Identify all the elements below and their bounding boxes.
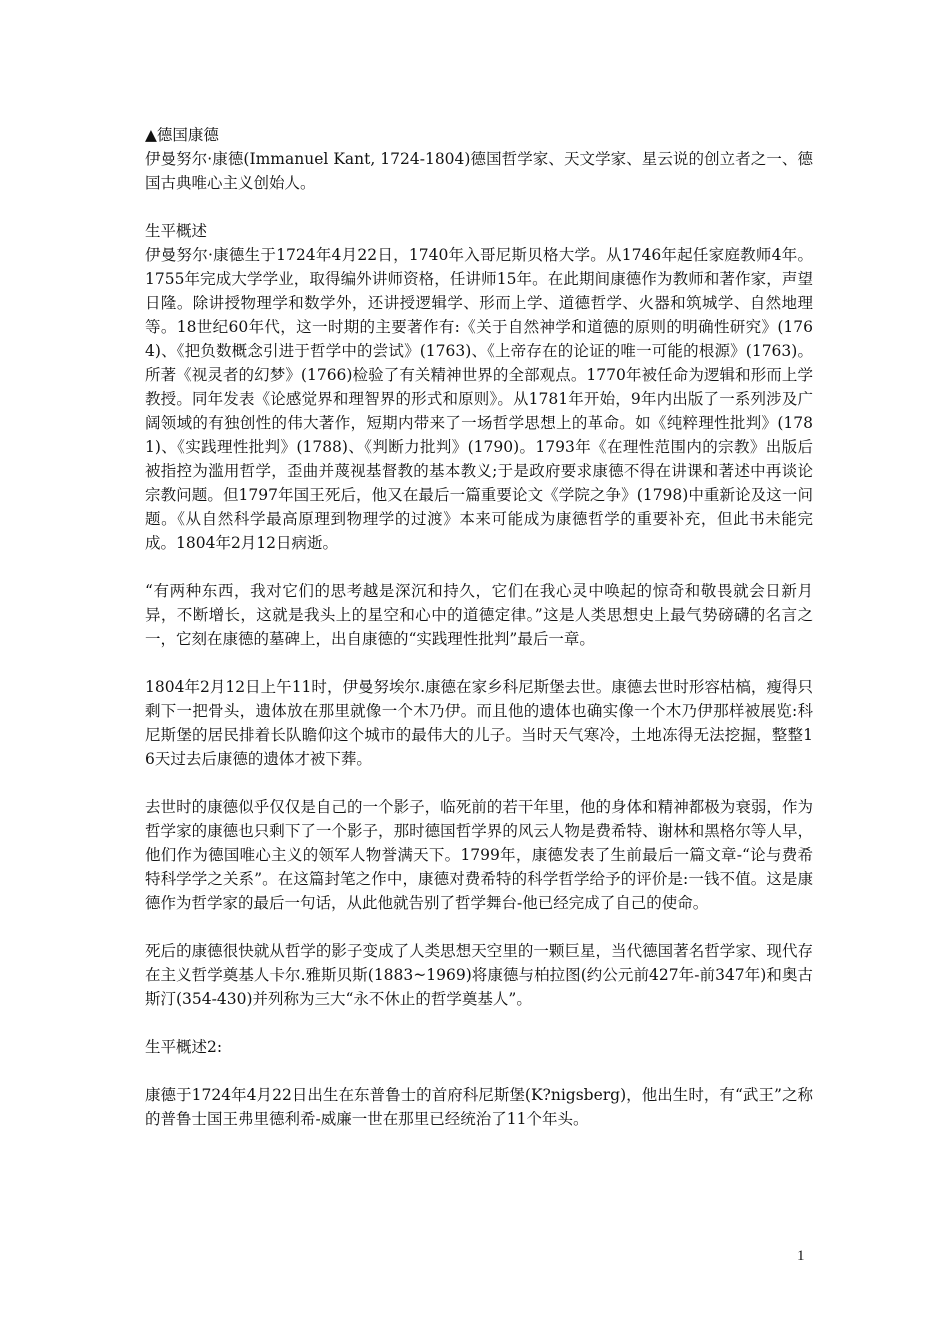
paragraph-spacer <box>145 1011 813 1035</box>
paragraph-spacer <box>145 1059 813 1083</box>
paragraph-spacer <box>145 195 813 219</box>
section-heading-biography-2: 生平概述2: <box>145 1038 223 1056</box>
paragraph-spacer <box>145 915 813 939</box>
legacy-paragraph: 死后的康德很快就从哲学的影子变成了人类思想天空里的一颗巨星，当代德国著名哲学家、现代存在主义哲学奠基人卡尔.雅斯贝斯(1883~1969)将康德与柏拉图(约公元前427年-前347年)和奥古斯汀(354-430)并列称为三大“永不休止的哲学奠基人”。 <box>145 942 813 1008</box>
paragraph-spacer <box>145 555 813 579</box>
late-years-paragraph: 去世时的康德似乎仅仅是自己的一个影子，临死前的若干年里，他的身体和精神都极为衰弱，作为哲学家的康德也只剩下了一个影子，那时德国哲学界的风云人物是费希特、谢林和黑格尔等人早，他们作为德国唯心主义的领军人物誉满天下。1799年，康德发表了生前最后一篇文章-“论与费希特科学学之关系”。在这篇封笔之作中，康德对费希特的科学哲学给予的评价是:一钱不值。这是康德作为哲学家的最后一句话，从此他就告别了哲学舞台-他已经完成了自己的使命。 <box>145 798 813 912</box>
section-heading-biography: 生平概述 <box>145 222 208 240</box>
paragraph-spacer <box>145 651 813 675</box>
death-paragraph: 1804年2月12日上午11时，伊曼努埃尔.康德在家乡科尼斯堡去世。康德去世时形容枯槁，瘦得只剩下一把骨头，遗体放在那里就像一个木乃伊。而且他的遗体也确实像一个木乃伊那样被展览:科尼斯堡的居民排着长队瞻仰这个城市的最伟大的儿子。当时天气寒冷，土地冻得无法挖掘，整整16天过去后康德的遗体才被下葬。 <box>145 678 813 768</box>
paragraph-spacer <box>145 771 813 795</box>
birth-paragraph: 康德于1724年4月22日出生在东普鲁士的首府科尼斯堡(K?nigsberg)，他出生时，有“武王”之称的普鲁士国王弗里德利希-威廉一世在那里已经统治了11个年头。 <box>145 1086 813 1128</box>
intro-paragraph: 伊曼努尔·康德(Immanuel Kant, 1724-1804)德国哲学家、天文学家、星云说的创立者之一、德国古典唯心主义创始人。 <box>145 150 813 192</box>
quote-paragraph: “有两种东西，我对它们的思考越是深沉和持久，它们在我心灵中唤起的惊奇和敬畏就会日新月异，不断增长，这就是我头上的星空和心中的道德定律。”这是人类思想史上最气势磅礴的名言之一，它刻在康德的墓碑上，出自康德的“实践理性批判”最后一章。 <box>145 582 813 648</box>
biography-paragraph: 伊曼努尔·康德生于1724年4月22日，1740年入哥尼斯贝格大学。从1746年起任家庭教师4年。1755年完成大学学业，取得编外讲师资格，任讲师15年。在此期间康德作为教师和著作家，声望日隆。除讲授物理学和数学外，还讲授逻辑学、形而上学、道德哲学、火器和筑城学、自然地理等。18世纪60年代，这一时期的主要著作有:《关于自然神学和道德的原则的明确性研究》(1764)、《把负数概念引进于哲学中的尝试》(1763)、《上帝存在的论证的唯一可能的根源》(1763)。所著《视灵者的幻梦》(1766)检验了有关精神世界的全部观点。1770年被任命为逻辑和形而上学教授。同年发表《论感觉界和理智界的形式和原则》。从1781年开始，9年内出版了一系列涉及广阔领域的有独创性的伟大著作，短期内带来了一场哲学思想上的革命。如《纯粹理性批判》(1781)、《实践理性批判》(1788)、《判断力批判》(1790)。1793年《在理性范围内的宗教》出版后被指控为滥用哲学，歪曲并蔑视基督教的基本教义;于是政府要求康德不得在讲课和著述中再谈论宗教问题。但1797年国王死后，他又在最后一篇重要论文《学院之争》(1798)中重新论及这一问题。《从自然科学最高原理到物理学的过渡》本来可能成为康德哲学的重要补充，但此书未能完成。1804年2月12日病逝。 <box>145 246 813 552</box>
document-body <box>145 123 813 1131</box>
document-title: ▲德国康德 <box>145 126 219 144</box>
page-number: 1 <box>797 1248 805 1264</box>
